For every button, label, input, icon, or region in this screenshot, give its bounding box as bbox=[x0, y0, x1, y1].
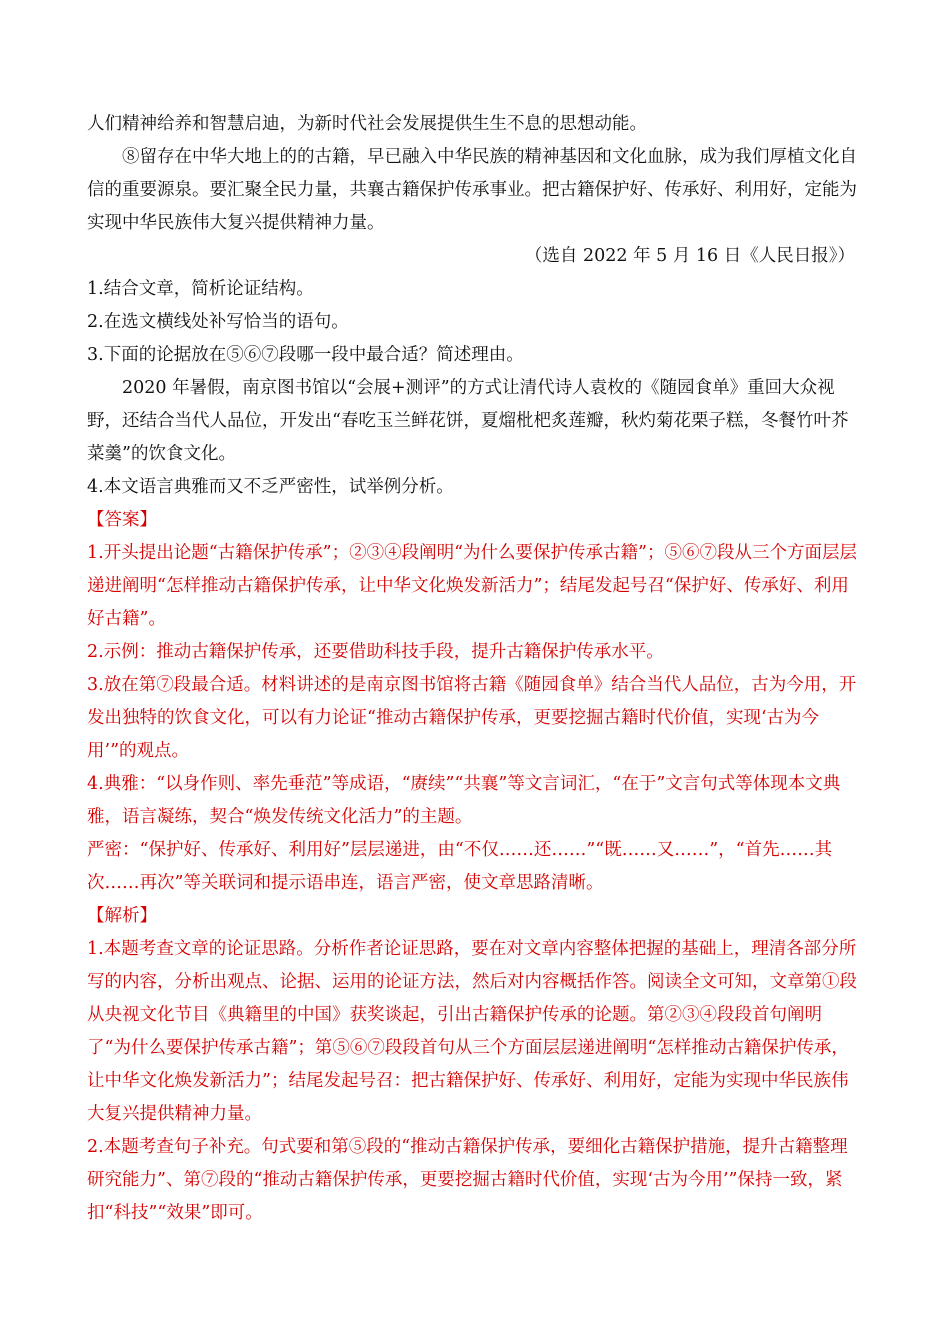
answer-4-elegance: 4.典雅：“以身作则、率先垂范”等成语，“赓续”“共襄”等文言词汇，“在于”文言句式等体现本文典雅，语言凝练，契合“焕发传统文化活力”的主题。 bbox=[87, 774, 841, 827]
answer-header: 【答案】 bbox=[87, 510, 157, 530]
answer-4-rigor: 严密：“保护好、传承好、利用好”层层递进，由“不仅……还……”“既……又……”，“首先……其次……再次”等关联词和提示语串连，语言严密，使文章思路清晰。 bbox=[87, 840, 833, 893]
answer-2: 2.示例：推动古籍保护传承，还要借助科技手段，提升古籍保护传承水平。 bbox=[87, 642, 664, 662]
answer-3: 3.放在第⑦段最合适。材料讲述的是南京图书馆将古籍《随园食单》结合当代人品位，古为今用，开发出独特的饮食文化，可以有力论证“推动古籍保护传承，更要挖掘古籍时代价值，实现‘古为今用’”的观点。 bbox=[87, 675, 857, 761]
article-line: 人们精神给养和智慧启迪，为新时代社会发展提供生生不息的思想动能。 bbox=[87, 114, 647, 134]
article-source: （选自 2022 年 5 月 16 日《人民日报》） bbox=[524, 246, 855, 266]
question-3-material: 2020 年暑假，南京图书馆以“会展+测评”的方式让清代诗人袁枚的《随园食单》重回大众视野，还结合当代人品位，开发出“春吃玉兰鲜花饼，夏熘枇杷炙莲瓣，秋灼菊花栗子糕，冬餐竹叶芥菜羹”的饮食文化。 bbox=[87, 378, 849, 464]
question-2: 2.在选文横线处补写恰当的语句。 bbox=[87, 312, 349, 332]
question-3: 3.下面的论据放在⑤⑥⑦段哪一段中最合适？简述理由。 bbox=[87, 345, 524, 365]
article-paragraph-8: ⑧留存在中华大地上的的古籍，早已融入中华民族的精神基因和文化血脉，成为我们厚植文化自信的重要源泉。要汇聚全民力量，共襄古籍保护传承事业。把古籍保护好、传承好、利用好，定能为实现中华民族伟大复兴提供精神力量。 bbox=[87, 147, 857, 233]
analysis-header: 【解析】 bbox=[87, 906, 157, 926]
analysis-2: 2.本题考查句子补充。句式要和第⑤段的“推动古籍保护传承，要细化古籍保护措施，提升古籍整理研究能力”、第⑦段的“推动古籍保护传承，更要挖掘古籍时代价值，实现‘古为今用’”保持一致，紧扣“科技”“效果”即可。 bbox=[87, 1137, 848, 1223]
document-page bbox=[87, 108, 865, 1230]
analysis-1: 1.本题考查文章的论证思路。分析作者论证思路，要在对文章内容整体把握的基础上，理清各部分所写的内容，分析出观点、论据、运用的论证方法，然后对内容概括作答。阅读全文可知，文章第①段从央视文化节目《典籍里的中国》获奖谈起，引出古籍保护传承的论题。第②③④段段首句阐明了“为什么要保护传承古籍”；第⑤⑥⑦段段首句从三个方面层层递进阐明“怎样推动古籍保护传承，让中华文化焕发新活力”；结尾发起号召：把古籍保护好、传承好、利用好，定能为实现中华民族伟大复兴提供精神力量。 bbox=[87, 939, 857, 1124]
question-4: 4.本文语言典雅而又不乏严密性，试举例分析。 bbox=[87, 477, 454, 497]
answer-1: 1.开头提出论题“古籍保护传承”；②③④段阐明“为什么要保护传承古籍”；⑤⑥⑦段从三个方面层层递进阐明“怎样推动古籍保护传承，让中华文化焕发新活力”；结尾发起号召“保护好、传承好、利用好古籍”。 bbox=[87, 543, 857, 629]
question-1: 1.结合文章，简析论证结构。 bbox=[87, 279, 314, 299]
